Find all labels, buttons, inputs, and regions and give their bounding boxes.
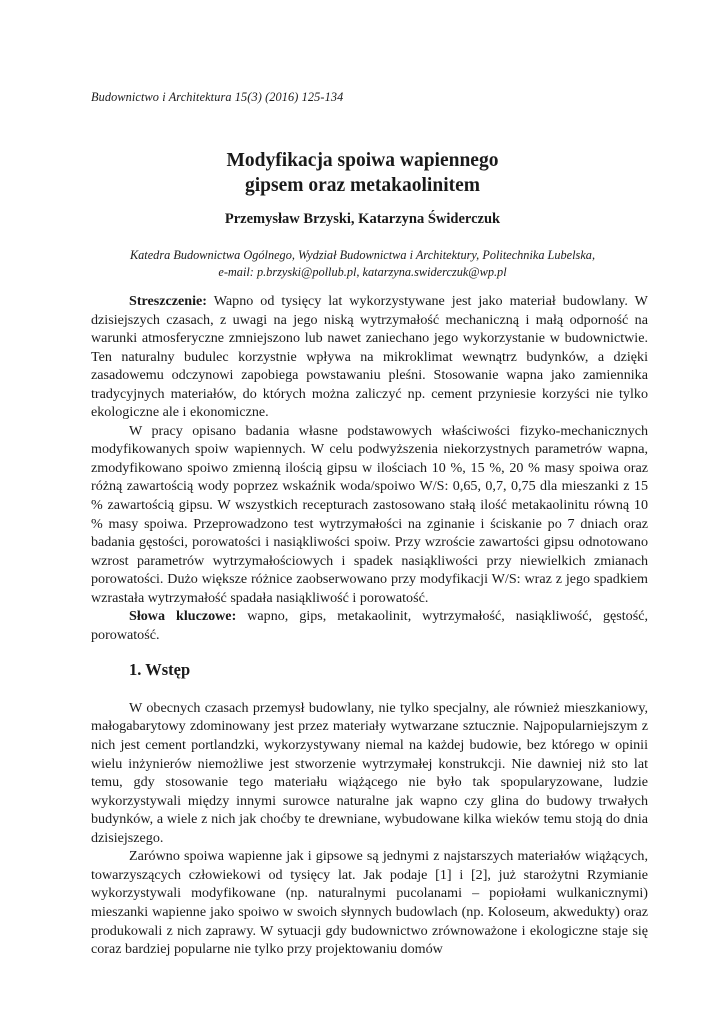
keywords-text: wapno, gips, metakaolinit, wytrzymałość, nasiąkliwość, gęstość, porowatość. bbox=[91, 608, 648, 643]
intro-paragraph-1: W obecnych czasach przemysł budowlany, nie tylko specjalny, ale również mieszkaniowy, małogabarytowy zdominowany jest przez materiały wytwarzane sztucznie. Najpopularniejszym z nich jest cement portlandzki, wykorzystywany niemal na każdej budowie, bez którego w opinii wielu inżynierów niemożliwe jest stworzenie wytrzymałej konstrukcji. Nie dawniej niż sto lat temu, gdy stosowanie tego materiału wiążącego nie było tak spopularyzowane, ludzie wykorzystywali między innymi surowce naturalne jak wapno czy glina do budowy trwałych budynków, a wiele z nich jak choćby te drewniane, wybudowane kilka wieków temu stoją do dnia dzisiejszego. bbox=[91, 699, 648, 846]
intro-paragraph-2: Zarówno spoiwa wapienne jak i gipsowe są jednymi z najstarszych materiałów wiążących, towarzyszących człowiekowi od tysięcy lat. Jak podaje [1] i [2], już starożytni Rzymianie wykorzystywali modyfikowane (np. naturalnymi pucolanami – popiołami wulkanicznymi) mieszanki wapienne jako spoiwo w swoich słynnych budowlach (np. Koloseum, akwedukty) oraz produkowali z nich zaprawy. W sytuacji gdy budownictwo zrównoważone i ekologiczne staje się coraz bardziej popularne nie tylko przy projektowaniu domów bbox=[91, 848, 648, 958]
abstract-text-1: Wapno od tysięcy lat wykorzystywane jest jako materiał budowlany. W dzisiejszych czasach, z uwagi na jego niską wytrzymałość mechaniczną i małą odporność na warunki atmosferyczne zmniejszono lub nawet zaniechano jego wykorzystanie w budownictwie. Ten naturalny budulec korzystnie wpływa na mikroklimat wewnątrz budynków, a dzięki zasadowemu odczynowi zapobiega powstawaniu pleśni. Stosowanie wapna jako zamiennika tradycyjnych materiałów, do których można zaliczyć np. cement przyniesie korzyści nie tylko ekologiczne ale i ekonomiczne. bbox=[91, 293, 648, 421]
abstract-paragraph-2: W pracy opisano badania własne podstawowych właściwości fizyko-mechanicznych modyfikowanych spoiw wapiennych. W celu podwyższenia niekorzystnych parametrów wapna, zmodyfikowano spoiwo zmienną ilością gipsu w ilościach 10 %, 15 %, 20 % masy spoiwa oraz różną zawartością wody poprzez wskaźnik woda/spoiwo W/S: 0,65, 0,7, 0,75 dla mieszanki z 15 % zawartością gipsu. W wszystkich recepturach zastosowano stałą ilość metakaolinitu równą 10 % masy spoiwa. Przeprowadzono test wytrzymałości na zginanie i ściskanie po 7 dniach oraz badania gęstości, porowatości i nasiąkliwości spoiw. Przy wzroście zawartości gipsu odnotowano wzrost parametrów wytrzymałościowych i spadek nasiąkliwości przy niewielkich zmianach porowatości. Dużo większe różnice zaobserwowano przy modyfikacji W/S: wraz z jego spadkiem wzrastała wytrzymałość spadała nasiąkliwość i porowatość. bbox=[91, 422, 648, 606]
keywords-label: Słowa kluczowe: bbox=[129, 608, 237, 625]
abstract-paragraph-1 bbox=[91, 292, 648, 422]
section-heading: 1. Wstęp bbox=[129, 660, 191, 680]
paper-title bbox=[80, 148, 645, 198]
paper-body bbox=[91, 292, 648, 959]
title-line-1: Modyfikacja spoiwa wapiennego bbox=[226, 150, 499, 171]
keywords-paragraph bbox=[91, 607, 648, 644]
journal-citation: Budownictwo i Architektura 15(3) (2016) 125-134 bbox=[91, 90, 344, 104]
affiliation-emails: e-mail: p.brzyski@pollub.pl, katarzyna.swiderczuk@wp.pl bbox=[218, 265, 507, 279]
affiliation bbox=[80, 247, 645, 281]
affiliation-line-1: Katedra Budownictwa Ogólnego, Wydział Budownictwa i Architektury, Politechnika Lubelska, bbox=[129, 248, 596, 262]
title-line-2: gipsem oraz metakaolinitem bbox=[244, 175, 481, 196]
authors: Przemysław Brzyski, Katarzyna Świderczuk bbox=[224, 211, 501, 227]
abstract-label: Streszczenie: bbox=[129, 293, 207, 309]
